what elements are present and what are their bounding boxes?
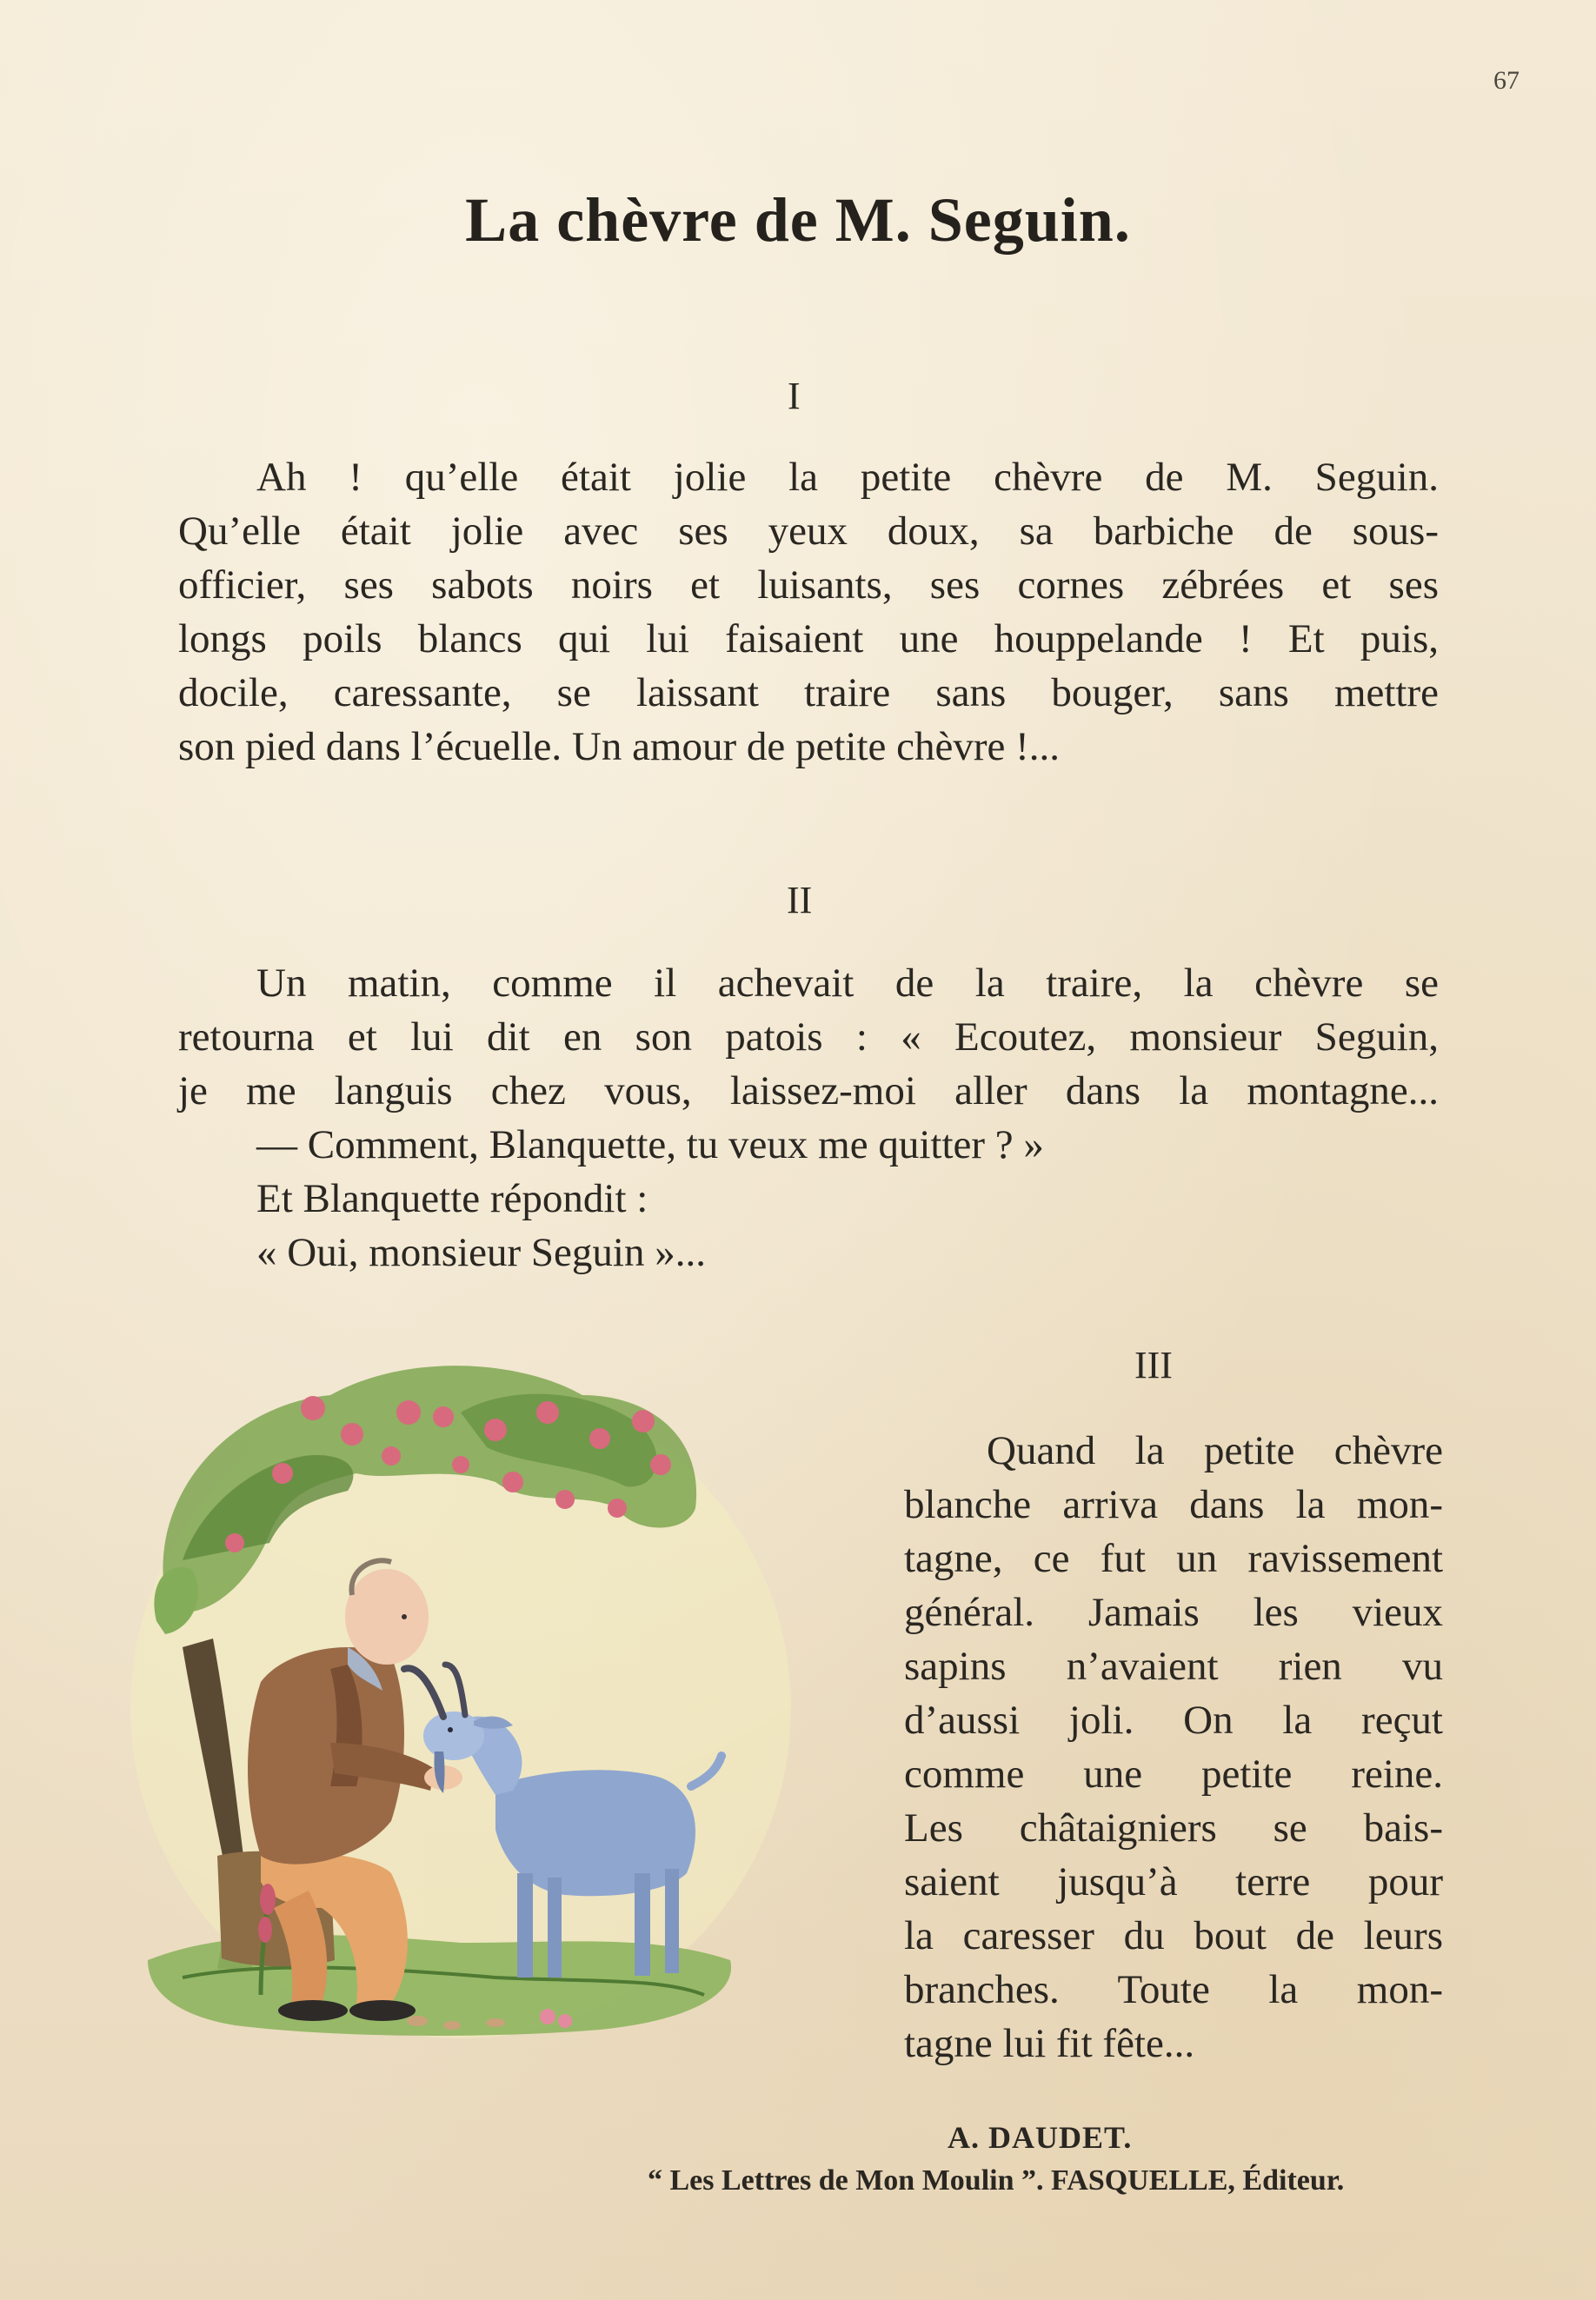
section-numeral-2: II — [787, 879, 813, 921]
text-line: — Comment, Blanquette, tu veux me quitter ? » — [256, 1122, 1044, 1167]
text-line: Les châtaigniers se bais- — [904, 1805, 1443, 1851]
section-numeral-3: III — [1134, 1344, 1173, 1386]
text-line: son pied dans l’écuelle. Un amour de petite chèvre !... — [178, 724, 1061, 769]
text-line: tagne, ce fut un ravissement — [904, 1536, 1443, 1581]
text-line: je me languis chez vous, laissez-moi aller dans la montagne... — [178, 1068, 1439, 1113]
text-line: tagne lui fit fête... — [904, 2021, 1195, 2066]
text-line: docile, caressante, se laissant traire sans bouger, sans mettre — [178, 670, 1439, 715]
author-credit: A. DAUDET. — [948, 2120, 1133, 2155]
text-line: sapins n’avaient rien vu — [904, 1644, 1443, 1689]
text-line: branches. Toute la mon- — [904, 1967, 1443, 2012]
text-line: comme une petite reine. — [904, 1752, 1443, 1797]
page-title: La chèvre de M. Seguin. — [465, 185, 1131, 255]
source-credit: “ Les Lettres de Mon Moulin ”. FASQUELLE, Éditeur. — [648, 2164, 1345, 2197]
text-line: blanche arriva dans la mon- — [904, 1482, 1443, 1527]
text-line: général. Jamais les vieux — [904, 1590, 1443, 1635]
text-line: Et Blanquette répondit : — [256, 1176, 648, 1221]
text-line: retourna et lui dit en son patois : « Ecoutez, monsieur Seguin, — [178, 1014, 1439, 1060]
text-line: Un matin, comme il achevait de la traire, la chèvre se — [256, 961, 1439, 1006]
text-line: saient jusqu’à terre pour — [904, 1859, 1443, 1904]
text-line: Quand la petite chèvre — [987, 1428, 1443, 1473]
text-line: officier, ses sabots noirs et luisants, ses cornes zébrées et ses — [178, 562, 1439, 608]
section-numeral-1: I — [788, 375, 801, 417]
section-3-text — [904, 1424, 1443, 2071]
section-1-text — [178, 450, 1439, 774]
text-line: longs poils blancs qui lui faisaient une houppelande ! Et puis, — [178, 616, 1439, 661]
text-line: Qu’elle était jolie avec ses yeux doux, sa barbiche de sous- — [178, 509, 1439, 554]
section-2-text — [178, 956, 1439, 1280]
text-line: « Oui, monsieur Seguin »... — [256, 1230, 706, 1275]
illustration-man-and-goat — [130, 1334, 826, 2073]
page-number: 67 — [1493, 66, 1520, 95]
text-line: la caresser du bout de leurs — [904, 1913, 1443, 1958]
text-line: Ah ! qu’elle était jolie la petite chèvre de M. Seguin. — [256, 455, 1439, 500]
text-line: d’aussi joli. On la reçut — [904, 1698, 1443, 1743]
